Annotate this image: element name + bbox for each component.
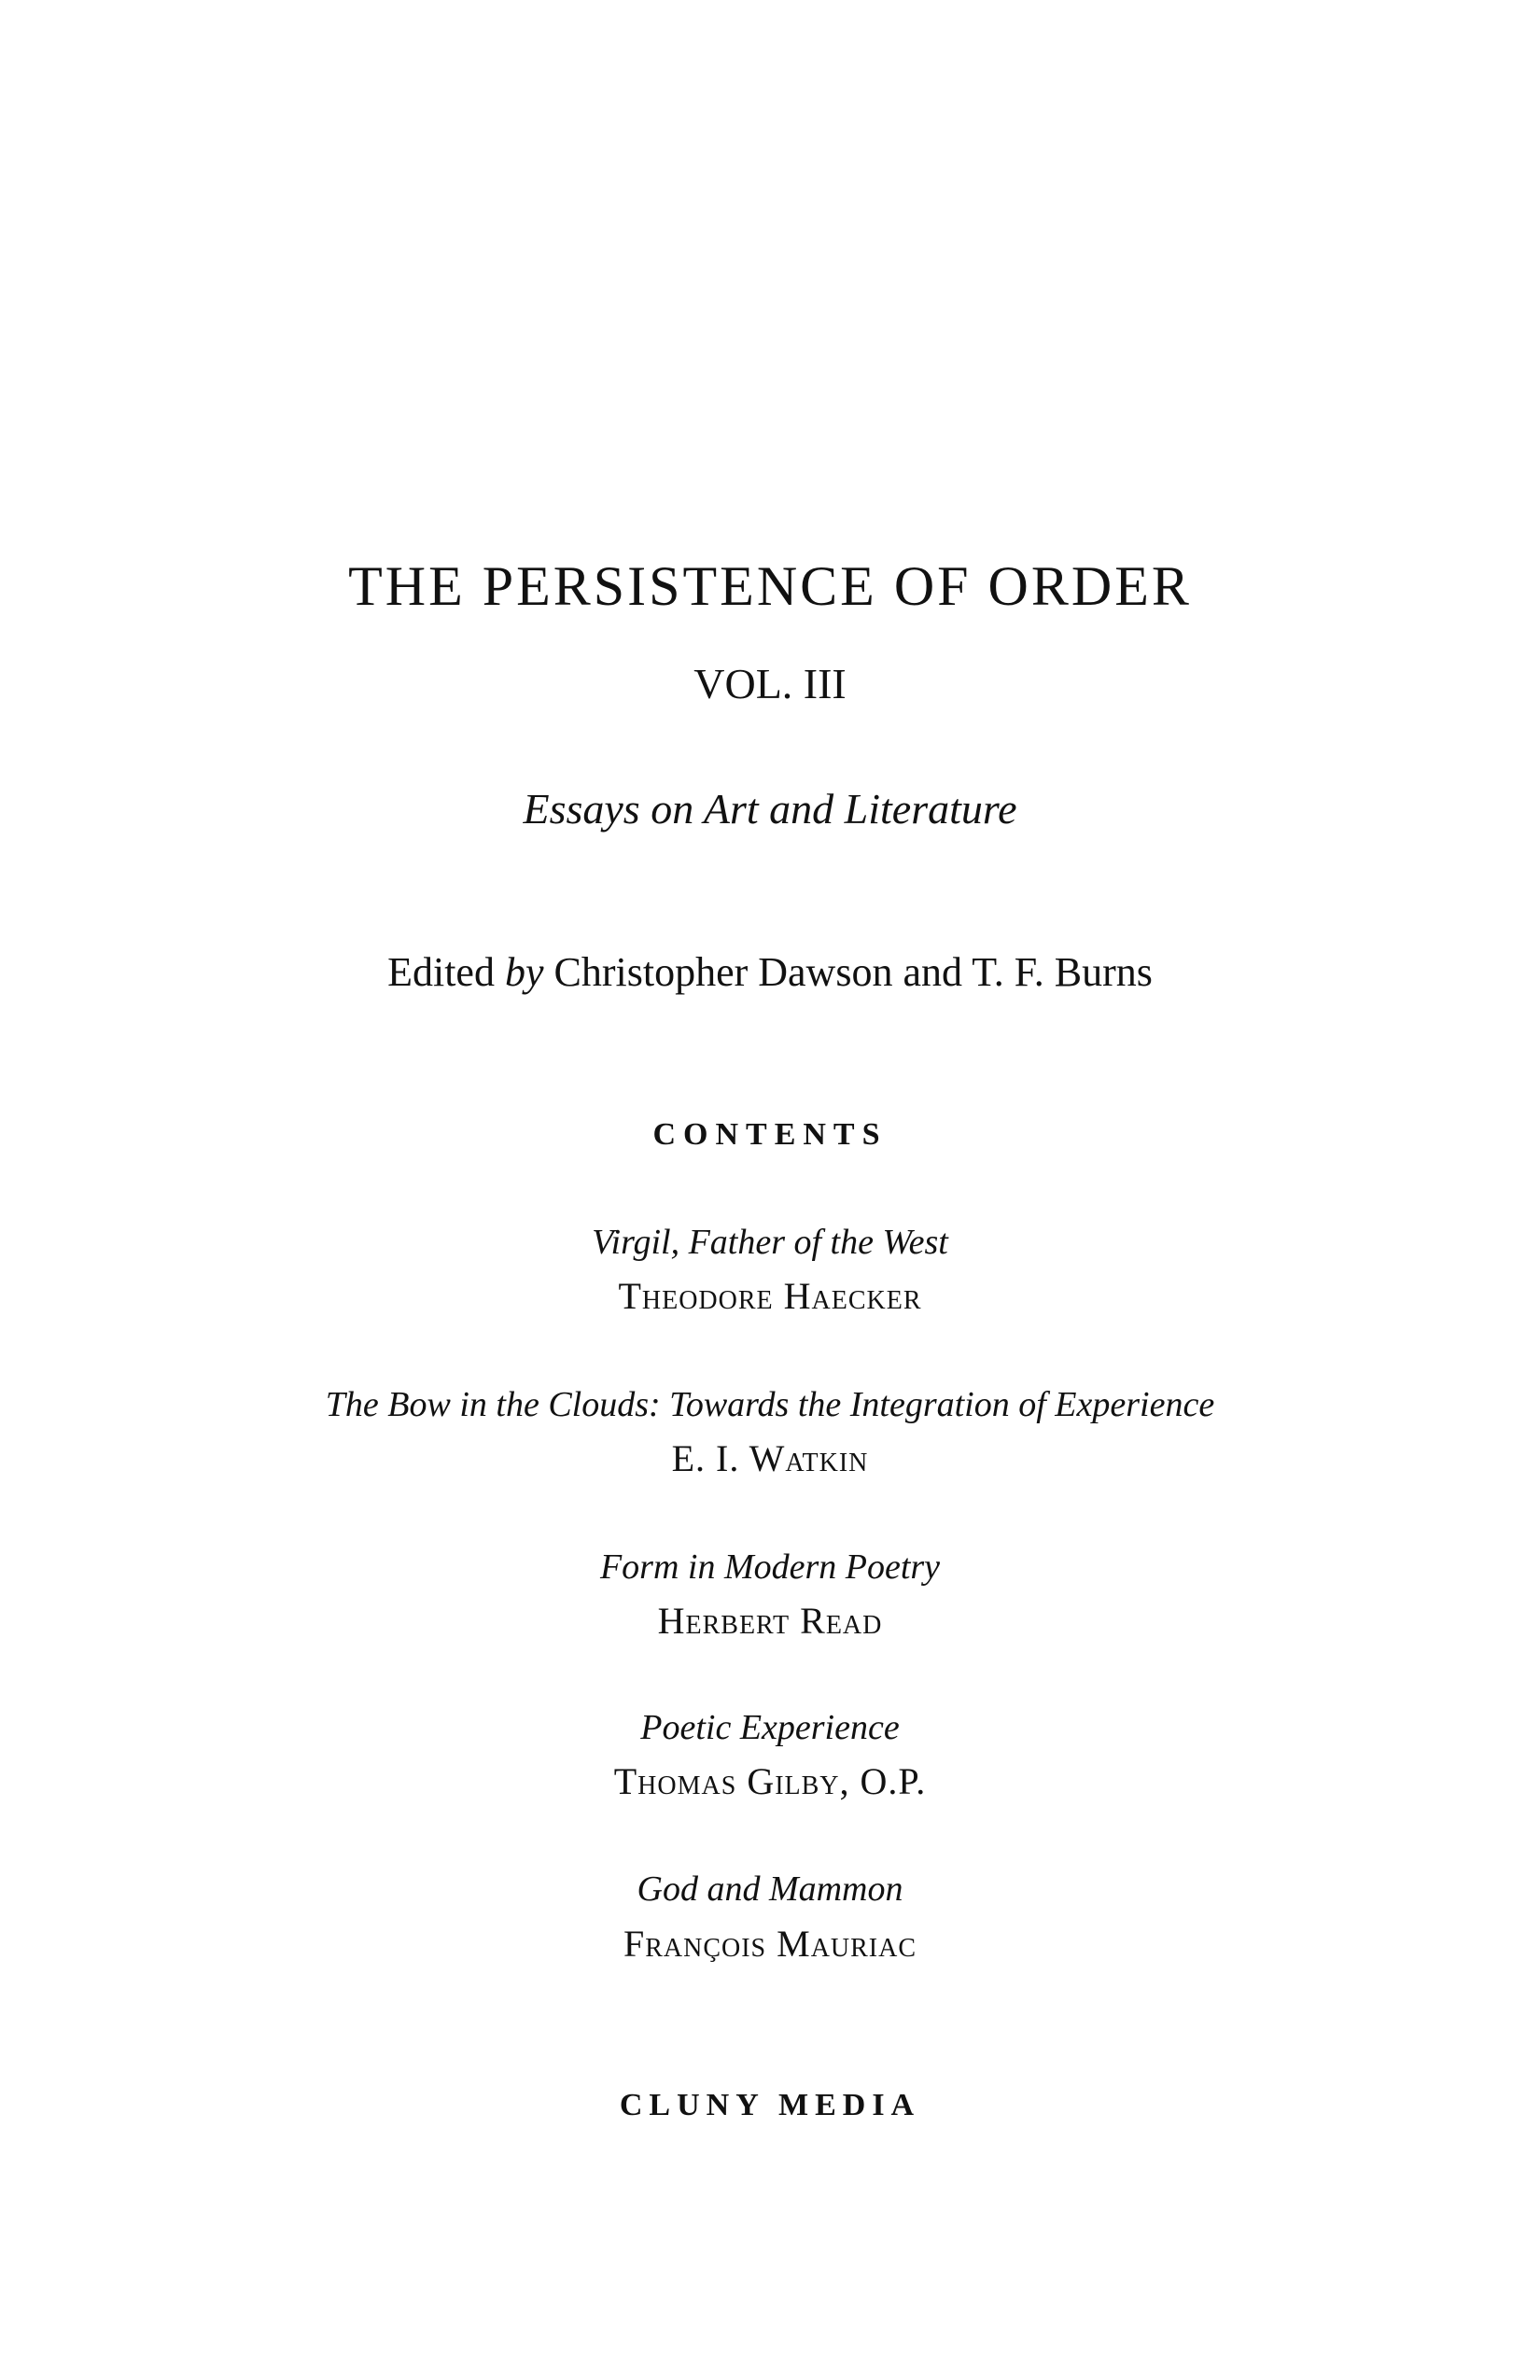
contents-entry-title: The Bow in the Clouds: Towards the Integration of Experience: [325, 1385, 1215, 1424]
contents-entry-title: Virgil, Father of the West: [592, 1223, 948, 1262]
contents-entry-author: Thomas Gilby, O.P.: [613, 1760, 927, 1802]
book-title: THE PERSISTENCE OF ORDER: [348, 555, 1192, 617]
contents-entry-author: François Mauriac: [623, 1923, 917, 1965]
contents-entry-title: Poetic Experience: [640, 1708, 900, 1747]
contents-entry-author: E. I. Watkin: [671, 1437, 869, 1479]
edited-label: Edited: [387, 949, 495, 995]
editor-names: Christopher Dawson and T. F. Burns: [553, 949, 1153, 995]
by-label: by: [504, 949, 544, 995]
editors-line: [0, 949, 1540, 995]
contents-entry-author: Herbert Read: [657, 1600, 883, 1642]
contents-entry-author: Theodore Haecker: [618, 1275, 922, 1317]
book-subtitle: Essays on Art and Literature: [523, 785, 1017, 833]
publisher-name: CLUNY MEDIA: [619, 2088, 921, 2122]
volume-number: VOL. III: [693, 660, 847, 707]
contents-entry-title: Form in Modern Poetry: [599, 1547, 941, 1587]
contents-heading: CONTENTS: [652, 1117, 888, 1152]
contents-entry-title: God and Mammon: [637, 1869, 903, 1909]
